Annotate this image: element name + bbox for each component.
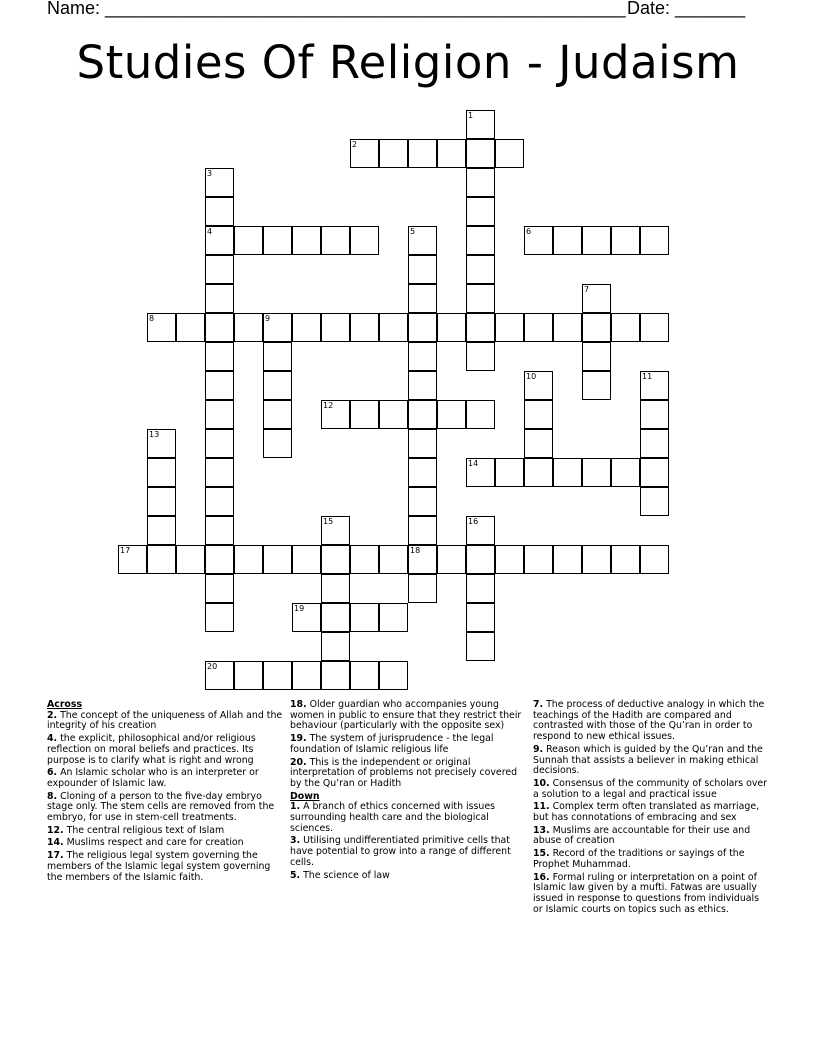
crossword-cell[interactable] (205, 516, 234, 545)
crossword-cell[interactable] (466, 516, 495, 545)
crossword-cell[interactable] (582, 545, 611, 574)
crossword-cell[interactable] (408, 226, 437, 255)
crossword-cell[interactable] (466, 255, 495, 284)
crossword-cell[interactable] (263, 371, 292, 400)
crossword-cell[interactable] (147, 458, 176, 487)
clue-down (533, 802, 769, 823)
across-heading: Across (47, 699, 83, 710)
crossword-cell[interactable] (205, 429, 234, 458)
crossword-cell[interactable] (408, 429, 437, 458)
clue-text: Formal ruling or interpretation on a point of Islamic law given by a mufti. Fatwas are usually issued in response to questions from individuals or Islamic courts on topics such as ethics. (533, 871, 760, 915)
cell-number: 8 (149, 314, 155, 323)
clue-text: The process of deductive analogy in which the teachings of the Hadith are compared and contrasted with those of the Qu’ran in order to respond to new ethical issues. (533, 699, 765, 743)
clue-number: 20. (290, 756, 307, 768)
clue-number: 6. (47, 767, 58, 779)
crossword-cell[interactable] (234, 313, 263, 342)
clue-text: Record of the traditions or sayings of the Prophet Muhammad. (533, 848, 745, 870)
clue-number: 3. (290, 835, 301, 847)
crossword-cell[interactable] (350, 603, 379, 632)
crossword-cell[interactable] (466, 603, 495, 632)
clue-down (533, 700, 769, 743)
crossword-cell[interactable] (321, 545, 350, 574)
crossword-cell[interactable] (263, 545, 292, 574)
crossword-cell[interactable] (466, 110, 495, 139)
crossword-cell[interactable] (437, 545, 466, 574)
clue-number: 13. (533, 824, 550, 836)
clue-text: A branch of ethics concerned with issues surrounding health care and the biological sciences. (290, 801, 495, 834)
clue-text: An Islamic scholar who is an interpreter or expounder of Islamic law. (47, 767, 259, 789)
crossword-cell[interactable] (234, 226, 263, 255)
crossword-cell[interactable] (205, 545, 234, 574)
clue-number: 18. (290, 699, 307, 710)
clue-text: The religious legal system governing the members of the Islamic legal system governing the members of the Islamic faith. (47, 850, 271, 883)
clue-down (533, 779, 769, 800)
crossword-cell[interactable] (205, 487, 234, 516)
crossword-cell[interactable] (379, 545, 408, 574)
clue-number: 15. (533, 848, 550, 860)
crossword-cell[interactable] (582, 371, 611, 400)
crossword-cell[interactable] (205, 284, 234, 313)
crossword-cell[interactable] (466, 168, 495, 197)
clue-number: 2. (47, 709, 58, 721)
cell-number: 3 (207, 169, 213, 178)
clue-text: This is the independent or original interpretation of problems not precisely covered by the Qu’ran or Hadith (290, 756, 518, 789)
clue-across (47, 768, 283, 789)
clue-number: 11. (533, 801, 550, 813)
clue-number: 8. (47, 790, 58, 802)
crossword-cell[interactable] (263, 429, 292, 458)
crossword-cell[interactable] (524, 371, 553, 400)
cell-number: 1 (468, 111, 474, 120)
clue-down (290, 871, 526, 882)
crossword-cell[interactable] (147, 313, 176, 342)
crossword-cell[interactable] (176, 313, 205, 342)
cell-number: 18 (410, 546, 421, 555)
crossword-cell[interactable] (495, 139, 524, 168)
crossword-cell[interactable] (205, 574, 234, 603)
crossword-cell[interactable] (408, 313, 437, 342)
crossword-cell[interactable] (321, 226, 350, 255)
cell-number: 2 (352, 140, 358, 149)
clue-text: The system of jurisprudence - the legal foundation of Islamic religious life (290, 733, 494, 755)
crossword-cell[interactable] (524, 400, 553, 429)
clue-down (533, 873, 769, 916)
cell-number: 12 (323, 401, 334, 410)
crossword-cell[interactable] (466, 139, 495, 168)
crossword-cell[interactable] (640, 313, 669, 342)
clue-across (47, 826, 283, 837)
clue-down (533, 849, 769, 870)
crossword-cell[interactable] (350, 139, 379, 168)
cell-number: 20 (207, 662, 218, 671)
cell-number: 5 (410, 227, 416, 236)
clue-across (47, 838, 283, 849)
cell-number: 6 (526, 227, 532, 236)
crossword-cell[interactable] (524, 313, 553, 342)
crossword-cell[interactable] (466, 458, 495, 487)
crossword-cell[interactable] (205, 603, 234, 632)
clue-text: The central religious text of Islam (66, 824, 225, 836)
crossword-cell[interactable] (408, 545, 437, 574)
clue-number: 12. (47, 824, 64, 836)
crossword-cell[interactable] (582, 226, 611, 255)
clue-text: Complex term often translated as marriage, but has connotations of embracing and sex (533, 801, 760, 824)
crossword-cell[interactable] (379, 400, 408, 429)
crossword-cell[interactable] (640, 487, 669, 516)
crossword-cell[interactable] (263, 226, 292, 255)
crossword-cell[interactable] (466, 284, 495, 313)
crossword-cell[interactable] (321, 661, 350, 690)
clue-down (533, 745, 769, 777)
crossword-cell[interactable] (234, 661, 263, 690)
crossword-cell[interactable] (205, 661, 234, 690)
crossword-cell[interactable] (408, 400, 437, 429)
clue-down (533, 826, 769, 847)
cell-number: 14 (468, 459, 479, 468)
crossword-cell[interactable] (408, 255, 437, 284)
crossword-cell[interactable] (582, 458, 611, 487)
clue-text: the explicit, philosophical and/or religious reflection on moral beliefs and practices. Its purpose is to clarify what is right and wrong (47, 733, 256, 766)
crossword-cell[interactable] (524, 226, 553, 255)
crossword-cell[interactable] (408, 284, 437, 313)
crossword-cell[interactable] (147, 516, 176, 545)
crossword-cell[interactable] (205, 400, 234, 429)
crossword-cell[interactable] (553, 458, 582, 487)
crossword-cell[interactable] (524, 458, 553, 487)
cell-number: 19 (294, 604, 305, 613)
crossword-cell[interactable] (379, 313, 408, 342)
clue-number: 1. (290, 801, 301, 813)
crossword-cell[interactable] (582, 284, 611, 313)
crossword-cell[interactable] (437, 400, 466, 429)
name-field-label[interactable]: Name: ____________________________________________________ (47, 0, 626, 18)
crossword-cell[interactable] (292, 226, 321, 255)
crossword-cell[interactable] (466, 226, 495, 255)
clue-across (290, 758, 526, 790)
clue-text: Older guardian who accompanies young women in public to ensure that they restrict their behaviour (particularly with the opposite sex) (290, 699, 522, 732)
crossword-cell[interactable] (263, 313, 292, 342)
crossword-cell[interactable] (205, 371, 234, 400)
cell-number: 4 (207, 227, 213, 236)
crossword-cell[interactable] (640, 400, 669, 429)
crossword-cell[interactable] (321, 574, 350, 603)
crossword-cell[interactable] (466, 197, 495, 226)
crossword-cell[interactable] (205, 342, 234, 371)
clue-number: 7. (533, 699, 544, 710)
crossword-cell[interactable] (611, 226, 640, 255)
clue-text: Muslims are accountable for their use and abuse of creation (533, 824, 751, 847)
crossword-cell[interactable] (350, 400, 379, 429)
clue-text: Reason which is guided by the Qu’ran and the Sunnah that assists a believer in making ethical decisions. (533, 743, 763, 777)
crossword-cell[interactable] (350, 661, 379, 690)
crossword-cell[interactable] (147, 545, 176, 574)
clue-number: 5. (290, 869, 301, 881)
crossword-cell[interactable] (640, 226, 669, 255)
crossword-cell[interactable] (263, 342, 292, 371)
crossword-cell[interactable] (321, 400, 350, 429)
crossword-cell[interactable] (321, 313, 350, 342)
crossword-cell[interactable] (640, 429, 669, 458)
cell-number: 9 (265, 314, 271, 323)
crossword-cell[interactable] (408, 574, 437, 603)
clue-across (290, 734, 526, 755)
crossword-cell[interactable] (466, 545, 495, 574)
crossword-cell[interactable] (379, 139, 408, 168)
clue-across (47, 734, 283, 766)
clue-text: Consensus of the community of scholars over a solution to a legal and practical issue (533, 777, 768, 800)
crossword-cell[interactable] (611, 458, 640, 487)
clue-text: The concept of the uniqueness of Allah and the integrity of his creation (47, 709, 283, 732)
crossword-cell[interactable] (466, 313, 495, 342)
crossword-cell[interactable] (350, 545, 379, 574)
cell-number: 10 (526, 372, 537, 381)
clue-across (47, 711, 283, 732)
clue-text: Cloning of a person to the five-day embryo stage only. The stem cells are removed from the embryo, for use in stem-cell treatments. (47, 790, 275, 824)
crossword-cell[interactable] (495, 313, 524, 342)
crossword-cell[interactable] (292, 661, 321, 690)
clue-number: 10. (533, 777, 550, 789)
page-title: Studies Of Religion - Judaism (76, 36, 740, 89)
crossword-cell[interactable] (553, 313, 582, 342)
clue-text: The science of law (303, 869, 390, 881)
crossword-cell[interactable] (640, 371, 669, 400)
crossword-cell[interactable] (466, 400, 495, 429)
crossword-cell[interactable] (176, 545, 205, 574)
crossword-cell[interactable] (437, 139, 466, 168)
crossword-cell[interactable] (205, 458, 234, 487)
crossword-cell[interactable] (408, 342, 437, 371)
crossword-cell[interactable] (466, 574, 495, 603)
crossword-cell[interactable] (205, 197, 234, 226)
date-field-label[interactable]: Date: _______ (627, 0, 746, 18)
crossword-cell[interactable] (234, 545, 263, 574)
clues-column-2 (290, 700, 526, 883)
cell-number: 15 (323, 517, 334, 526)
clue-down (290, 802, 526, 834)
crossword-cell[interactable] (147, 429, 176, 458)
crossword-cell[interactable] (292, 603, 321, 632)
cell-number: 17 (120, 546, 131, 555)
clue-number: 14. (47, 837, 64, 849)
crossword-cell[interactable] (495, 458, 524, 487)
clue-number: 19. (290, 733, 307, 745)
crossword-cell[interactable] (524, 429, 553, 458)
crossword-cell[interactable] (611, 313, 640, 342)
crossword-cell[interactable] (321, 516, 350, 545)
crossword-cell[interactable] (640, 458, 669, 487)
clue-across (290, 700, 526, 732)
crossword-cell[interactable] (408, 487, 437, 516)
crossword-cell[interactable] (292, 313, 321, 342)
crossword-cell[interactable] (292, 545, 321, 574)
clue-number: 9. (533, 743, 544, 755)
crossword-cell[interactable] (466, 632, 495, 661)
crossword-cell[interactable] (408, 458, 437, 487)
crossword-cell[interactable] (205, 313, 234, 342)
crossword-cell[interactable] (118, 545, 147, 574)
crossword-cell[interactable] (437, 313, 466, 342)
crossword-cell[interactable] (350, 226, 379, 255)
crossword-cell[interactable] (553, 226, 582, 255)
clue-number: 4. (47, 733, 58, 745)
crossword-cell[interactable] (350, 313, 379, 342)
crossword-cell[interactable] (147, 487, 176, 516)
clue-down (290, 836, 526, 868)
clues-column-1 (47, 700, 283, 885)
crossword-cell[interactable] (408, 139, 437, 168)
clue-across (47, 792, 283, 824)
crossword-cell[interactable] (495, 545, 524, 574)
cell-number: 7 (584, 285, 590, 294)
crossword-cell[interactable] (205, 168, 234, 197)
crossword-cell[interactable] (553, 545, 582, 574)
cell-number: 13 (149, 430, 160, 439)
clue-across (47, 851, 283, 883)
crossword-cell[interactable] (263, 400, 292, 429)
clues-column-3 (533, 700, 769, 917)
clue-text: Muslims respect and care for creation (66, 837, 244, 849)
crossword-cell[interactable] (205, 255, 234, 284)
crossword-cell[interactable] (205, 226, 234, 255)
clue-number: 16. (533, 871, 550, 883)
cell-number: 11 (642, 372, 653, 381)
crossword-cell[interactable] (582, 342, 611, 371)
crossword-cell[interactable] (408, 371, 437, 400)
crossword-cell[interactable] (263, 661, 292, 690)
crossword-cell[interactable] (379, 661, 408, 690)
crossword-cell[interactable] (611, 545, 640, 574)
crossword-cell[interactable] (640, 545, 669, 574)
crossword-cell[interactable] (408, 516, 437, 545)
crossword-cell[interactable] (466, 342, 495, 371)
down-heading: Down (290, 790, 320, 802)
crossword-cell[interactable] (321, 603, 350, 632)
clue-number: 17. (47, 850, 64, 862)
cell-number: 16 (468, 517, 479, 526)
crossword-cell[interactable] (524, 545, 553, 574)
clue-text: Utilising undifferentiated primitive cells that have potential to grow into a range of different cells. (290, 835, 511, 868)
crossword-cell[interactable] (582, 313, 611, 342)
crossword-cell[interactable] (379, 603, 408, 632)
crossword-cell[interactable] (321, 632, 350, 661)
